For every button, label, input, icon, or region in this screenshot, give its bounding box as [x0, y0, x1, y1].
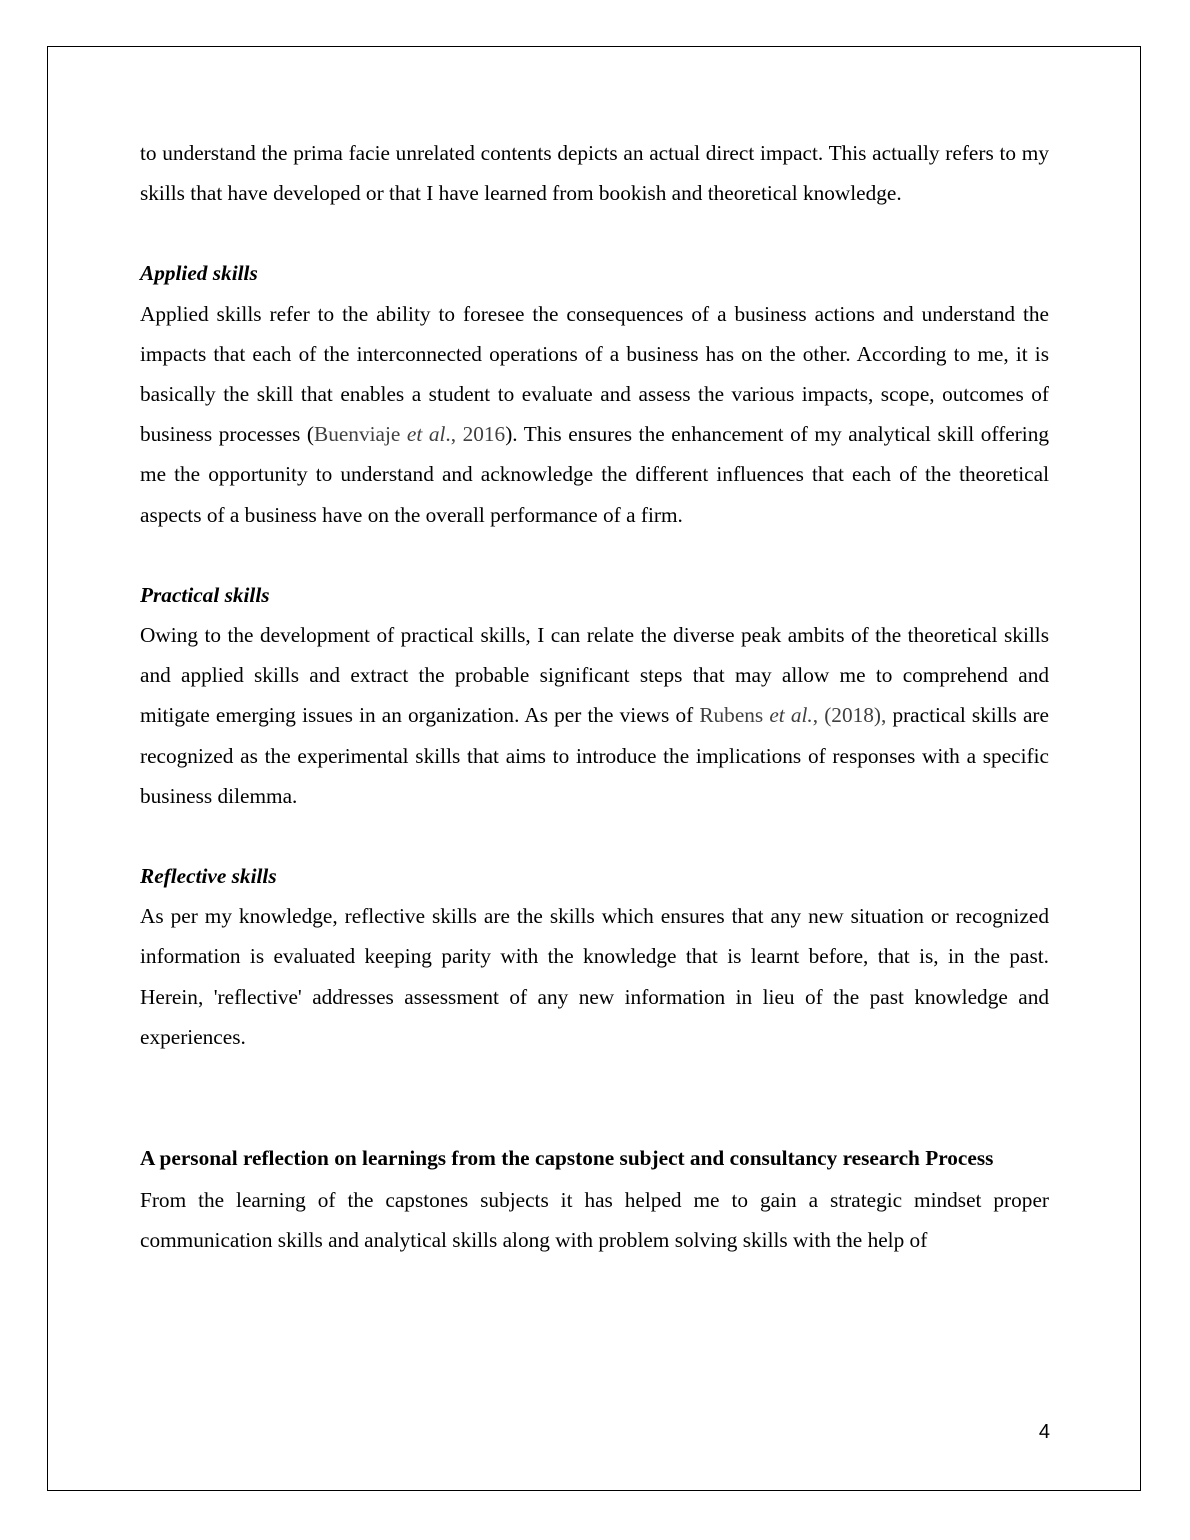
body-text: practical skills are recognized as the experimental skills that aims to introduce the implications of responses with a specific business dilemma. [140, 703, 1049, 808]
reflection-section-title: A personal reflection on learnings from the capstone subject and consultancy research Process [140, 1146, 994, 1171]
section-body-practical-skills [140, 615, 1049, 816]
citation-year: , (2018), [812, 703, 887, 728]
citation [314, 422, 505, 446]
section-heading-applied-skills: Applied skills [140, 261, 258, 286]
section-body-reflective-skills: As per my knowledge, reflective skills are the skills which ensures that any new situation or recognized information is evaluated keeping parity with the knowledge that is learnt before, that is, in the past. Herein, 'reflective' addresses assessment of any new information in lieu of the past knowledge and experiences. [140, 904, 1049, 1049]
citation-author: Buenviaje [314, 422, 407, 447]
section-heading-reflective-skills: Reflective skills [140, 864, 277, 889]
page-number: 4 [1038, 1421, 1050, 1443]
intro-paragraph: to understand the prima facie unrelated contents depicts an actual direct impact. This actually refers to my skills that have developed or that I have learned from bookish and theoretical knowledge. [140, 141, 1049, 206]
body-text: Owing to the development of practical skills, I can relate the diverse peak ambits of the theoretical skills and applied skills and extract the probable significant steps that may allow me to comprehend and mitigate emerging issues in an organization. As per the views of [140, 623, 1049, 728]
body-text: Applied skills refer to the ability to foresee the consequences of a business actions and understand the impacts that each of the interconnected operations of a business has on the other. According to me, it is basically the skill that enables a student to evaluate and assess the various impacts, scope, outcomes of business processes ( [140, 301, 1049, 447]
body-text: ). This ensures the enhancement of my analytical skill offering me the opportunity to understand and acknowledge the different influences that each of the theoretical aspects of a business have on the overall performance of a firm. [140, 422, 1049, 527]
section-heading-practical-skills: Practical skills [140, 582, 270, 607]
citation-author: Rubens [699, 703, 770, 728]
citation-et-al: et al. [769, 703, 813, 728]
section-body-applied-skills [140, 294, 1049, 535]
reflection-body: From the learning of the capstones subjects it has helped me to gain a strategic mindset proper communication skills and analytical skills along with problem solving skills with the help of [140, 1188, 1049, 1253]
citation-et-al: et al [406, 422, 446, 447]
document-body [140, 133, 1049, 1260]
citation [699, 703, 886, 727]
citation-year: ., 2016 [445, 422, 506, 447]
